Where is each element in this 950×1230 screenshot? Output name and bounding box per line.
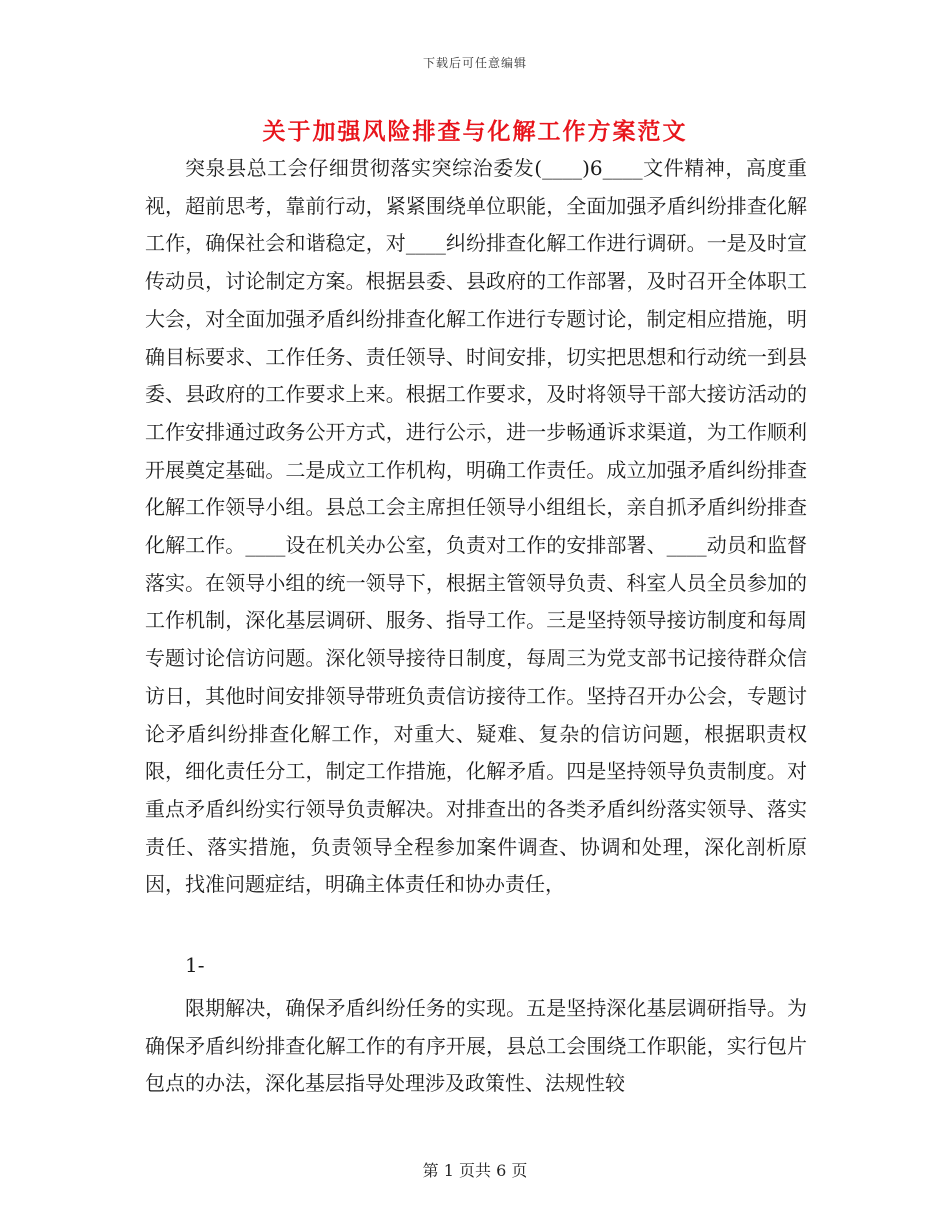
page-marker: 1- <box>185 953 205 977</box>
document-title: 关于加强风险排查与化解工作方案范文 <box>262 118 688 145</box>
document-body <box>145 150 807 1103</box>
page-header-note: 下载后可任意编辑 <box>422 56 527 70</box>
page-footer: 第 1 页共 6 页 <box>422 1161 528 1180</box>
paragraph-2: 限期解决，确保矛盾纠纷任务的实现。五是坚持深化基层调研指导。为确保矛盾纠纷排查化解工作的有序开展，县总工会围绕工作职能，实行包片包点的办法，深化基层指导处理涉及政策性、法规性较 <box>145 996 807 1096</box>
paragraph-1: 突泉县总工会仔细贯彻落实突综治委发(____)6____文件精神，高度重视，超前思考，靠前行动，紧紧围绕单位职能，全面加强矛盾纠纷排查化解工作，确保社会和谐稳定，对____纠纷排查化解工作进行调研。一是及时宣传动员，讨论制定方案。根据县委、县政府的工作部署，及时召开全体职工大会，对全面加强矛盾纠纷排查化解工作进行专题讨论，制定相应措施，明确目标要求、工作任务、责任领导、时间安排，切实把思想和行动统一到县委、县政府的工作要求上来。根据工作要求，及时将领导干部大接访活动的工作安排通过政务公开方式，进行公示，进一步畅通诉求渠道，为工作顺利开展奠定基础。二是成立工作机构，明确工作责任。成立加强矛盾纠纷排查化解工作领导小组。县总工会主席担任领导小组组长，亲自抓矛盾纠纷排查化解工作。____设在机关办公室，负责对工作的安排部署、____动员和监督落实。在领导小组的统一领导下，根据主管领导负责、科室人员全员参加的工作机制，深化基层调研、服务、指导工作。三是坚持领导接访制度和每周专题讨论信访问题。深化领导接待日制度，每周三为党支部书记接待群众信访日，其他时间安排领导带班负责信访接待工作。坚持召开办公会，专题讨论矛盾纠纷排查化解工作，对重大、疑难、复杂的信访问题，根据职责权限，细化责任分工，制定工作措施，化解矛盾。四是坚持领导负责制度。对重点矛盾纠纷实行领导负责解决。对排查出的各类矛盾纠纷落实领导、落实责任、落实措施，负责领导全程参加案件调查、协调和处理，深化剖析原因，找准问题症结，明确主体责任和协办责任， <box>145 156 807 897</box>
